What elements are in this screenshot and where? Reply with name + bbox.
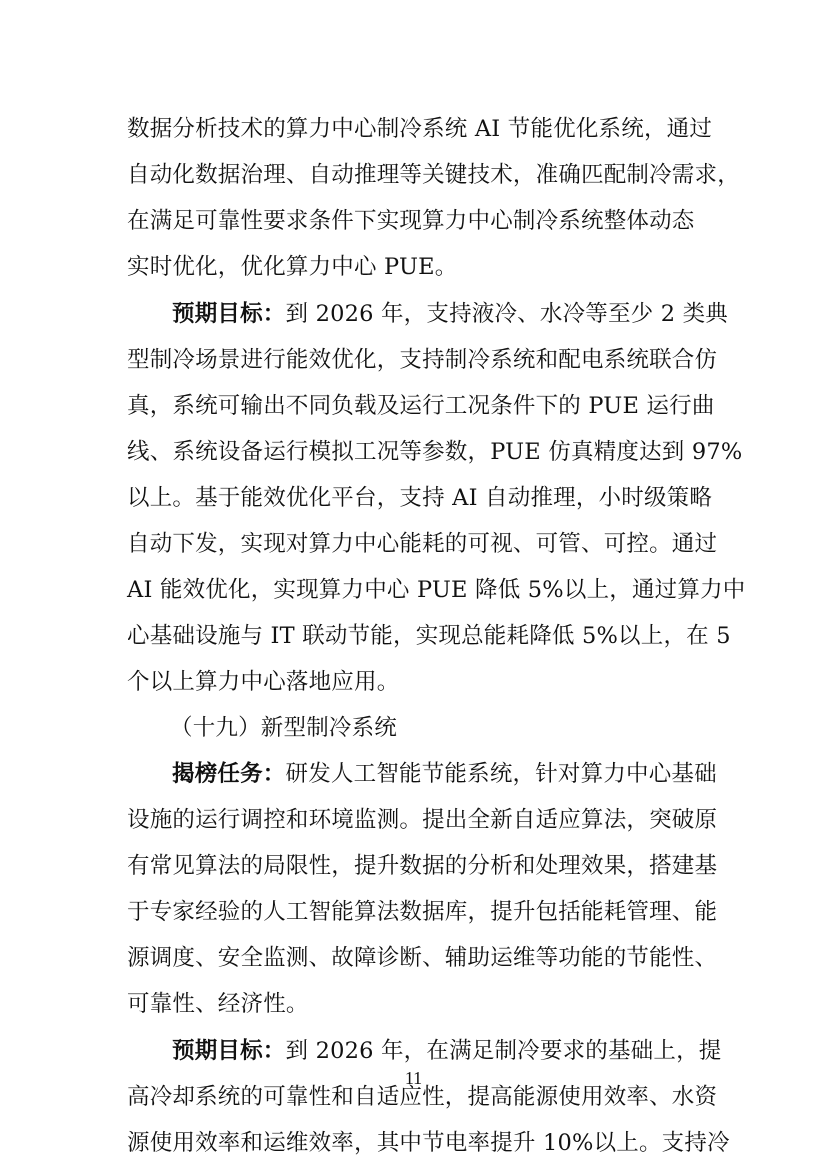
paragraph-first-line	[172, 1038, 722, 1064]
task-label: 揭榜任务：	[172, 761, 286, 787]
body-text-line: 个以上算力中心落地应用。	[127, 669, 400, 695]
body-text-line: 高冷却系统的可靠性和自适应性，提高能源使用效率、水资	[127, 1084, 718, 1110]
body-text-line: 源调度、安全监测、故障诊断、辅助运维等功能的节能性、	[127, 945, 718, 971]
body-text-line: 有常见算法的局限性，提升数据的分析和处理效果，搭建基	[127, 853, 718, 879]
body-text: 到 2026 年，在满足制冷要求的基础上，提	[285, 1038, 722, 1064]
paragraph-first-line	[172, 761, 717, 787]
paragraph-first-line	[172, 301, 729, 327]
body-text-line: 设施的运行调控和环境监测。提出全新自适应算法，突破原	[127, 807, 718, 833]
page-number: 11	[404, 1068, 423, 1088]
body-text-line: 真，系统可输出不同负载及运行工况条件下的 PUE 运行曲	[127, 393, 715, 419]
body-text-line: 数据分析技术的算力中心制冷系统 AI 节能优化系统，通过	[127, 116, 713, 142]
section-heading: （十九）新型制冷系统	[170, 715, 398, 741]
body-text-line: AI 能效优化，实现算力中心 PUE 降低 5%以上，通过算力中	[127, 577, 746, 603]
body-text-line: 自动下发，实现对算力中心能耗的可视、可管、可控。通过	[127, 531, 718, 557]
expected-goal-label: 预期目标：	[172, 301, 286, 327]
body-text-line: 以上。基于能效优化平台，支持 AI 自动推理，小时级策略	[127, 485, 713, 511]
body-text-line: 实时优化，优化算力中心 PUE。	[127, 254, 458, 280]
body-text-line: 线、系统设备运行模拟工况等参数，PUE 仿真精度达到 97%	[127, 439, 743, 465]
body-text-line: 源使用效率和运维效率，其中节电率提升 10%以上。支持冷	[127, 1130, 730, 1156]
body-text-line: 可靠性、经济性。	[127, 991, 309, 1017]
body-text-line: 自动化数据治理、自动推理等关键技术，准确匹配制冷需求，	[127, 162, 740, 188]
expected-goal-label: 预期目标：	[172, 1038, 286, 1064]
body-text-line: 心基础设施与 IT 联动节能，实现总能耗降低 5%以上，在 5	[127, 623, 731, 649]
body-text: 到 2026 年，支持液冷、水冷等至少 2 类典	[285, 301, 729, 327]
body-text-line: 于专家经验的人工智能算法数据库，提升包括能耗管理、能	[127, 899, 718, 925]
body-text-line: 型制冷场景进行能效优化，支持制冷系统和配电系统联合仿	[127, 347, 718, 373]
body-text-line: 在满足可靠性要求条件下实现算力中心制冷系统整体动态	[127, 208, 695, 234]
body-text: 研发人工智能节能系统，针对算力中心基础	[285, 761, 717, 787]
